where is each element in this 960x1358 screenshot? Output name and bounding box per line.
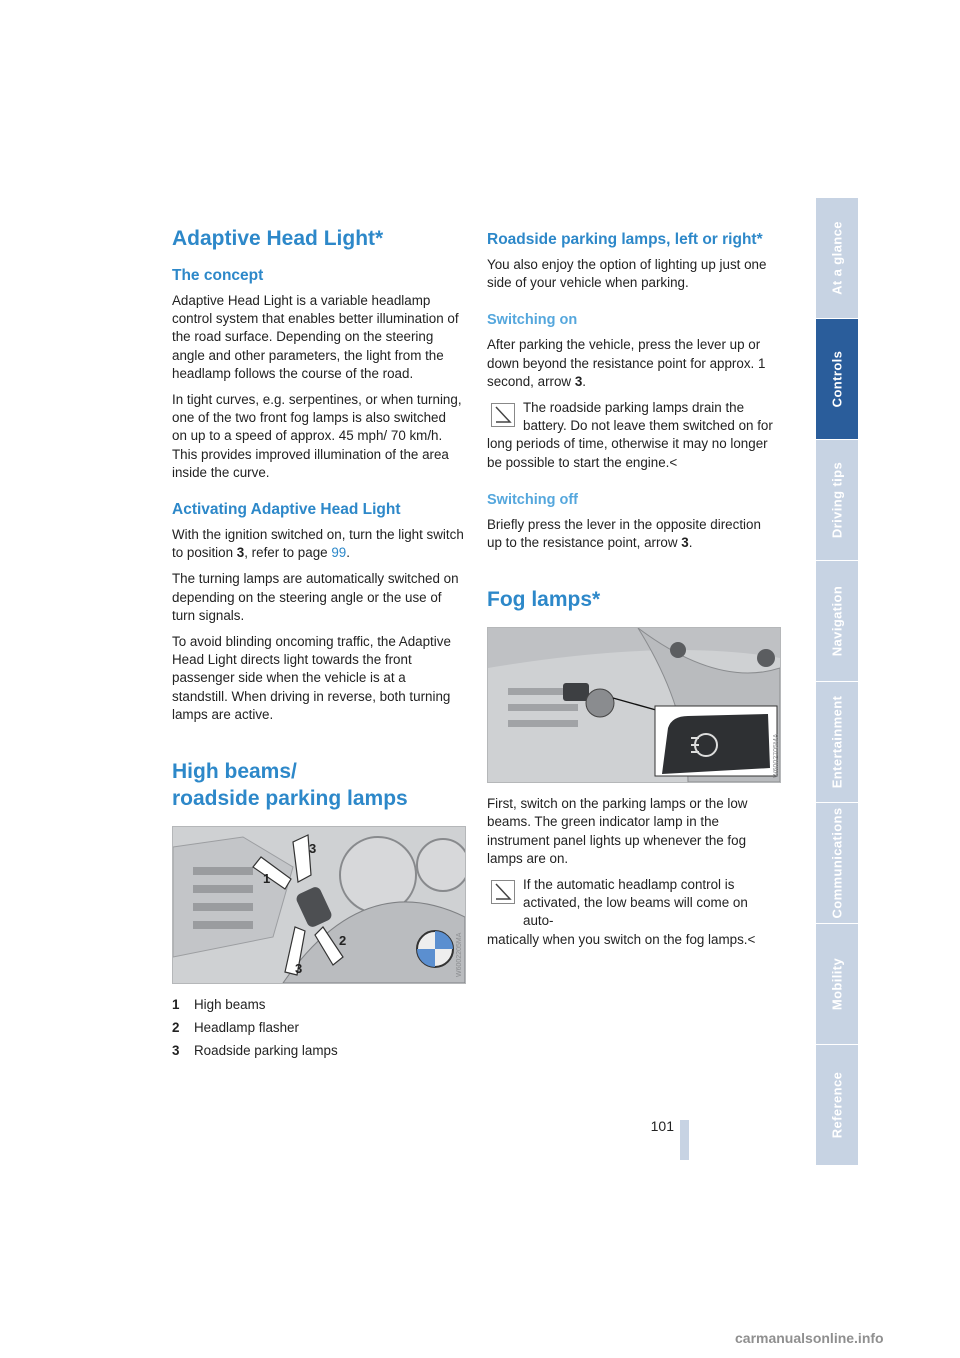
roadside-paragraph: You also enjoy the option of lighting up just one side of your vehicle when parking. [487,257,767,291]
figure-code: W6002705MA [773,733,780,779]
concept-paragraph-1: Adaptive Head Light is a variable headlamp control system that enables better illumination of the road surface. Depending on the steering angle and other parameters, the light from the headlamp follows the course of the road. [172,293,459,381]
switching-on-heading: Switching on [487,312,578,329]
high-beams-figure [172,826,466,984]
activating-heading: Activating Adaptive Head Light [172,501,401,519]
battery-note: The roadside parking lamps drain the battery. Do not leave them switched on for long periods of time, otherwise it may no longer be possible to start the engine.< [487,400,773,470]
arrow-label-3-top: 3 [309,841,317,857]
watermark: carmanualsonline.info [735,1330,884,1346]
tab-driving-tips[interactable]: Driving tips [816,440,858,561]
switching-off-paragraph: Briefly press the lever in the opposite direction up to the resistance point, arrow 3. [487,516,761,551]
concept-paragraph-2: In tight curves, e.g. serpentines, or when turning, one of the two front fog lamps is also switched on up to a speed of approx. 45 mph/ 70 km/h. This provides improved illumination of the area inside the curve. [172,392,462,480]
tab-controls[interactable]: Controls [816,319,858,440]
legend-item: 3 Roadside parking lamps [172,1043,338,1059]
activating-paragraph-2: The turning lamps are automatically switched on depending on the steering angle or the use of turn signals. [172,571,459,623]
adaptive-head-light-heading: Adaptive Head Light* [172,227,384,250]
tab-mobility[interactable]: Mobility [816,924,858,1045]
figure-code: W6002205MA [456,932,463,978]
fog-lamps-paragraph: First, switch on the parking lamps or the low beams. The green indicator lamp in the instrument panel lights up whenever the fog lamps are on. [487,796,748,866]
activating-paragraph-1: With the ignition switched on, turn the light switch to position 3, refer to page 99. [172,527,464,561]
switching-off-heading: Switching off [487,491,579,508]
activating-paragraph-3: To avoid blinding oncoming traffic, the Adaptive Head Light directs light towards the front passenger side when the vehicle is at a standstill. When driving in reverse, both turning lamps are active. [172,634,451,722]
fog-lamps-figure [487,627,781,783]
page-99-link[interactable]: 99 [331,545,347,561]
headlamp-control-note: If the automatic headlamp control is activated, the low beams will come on auto- matically when you switch on the fog lamps.< [487,877,756,947]
note-arrow-icon [491,880,515,904]
high-beams-heading: High beams/ roadside parking lamps [172,760,408,811]
steering-lever-illustration [173,827,465,983]
right-column [487,230,779,957]
arrow-label-1: 1 [263,871,271,887]
tab-navigation[interactable]: Navigation [816,561,858,682]
arrow-label-3-bottom: 3 [295,961,303,977]
fog-lamp-switch-illustration [488,628,780,782]
legend-item: 2 Headlamp flasher [172,1020,299,1036]
legend-item: 1 High beams [172,997,266,1013]
fog-lamps-heading: Fog lamps* [487,588,601,612]
left-column [172,225,464,1066]
high-beams-legend [172,996,464,1061]
page-marker-bar [680,1120,689,1160]
switching-on-paragraph: After parking the vehicle, press the lever up or down beyond the resistance point for approx. 1 second, arrow 3. [487,337,766,389]
tab-entertainment[interactable]: Entertainment [816,682,858,803]
page-number: 101 [650,1118,674,1134]
arrow-label-2: 2 [339,933,347,949]
roadside-parking-heading: Roadside parking lamps, left or right* [487,231,763,248]
tab-at-a-glance[interactable]: At a glance [816,198,858,319]
note-arrow-icon [491,403,515,427]
tab-communications[interactable]: Communications [816,803,858,924]
tab-reference[interactable]: Reference [816,1045,858,1166]
concept-heading: The concept [172,267,264,284]
section-tabs [816,198,858,1166]
